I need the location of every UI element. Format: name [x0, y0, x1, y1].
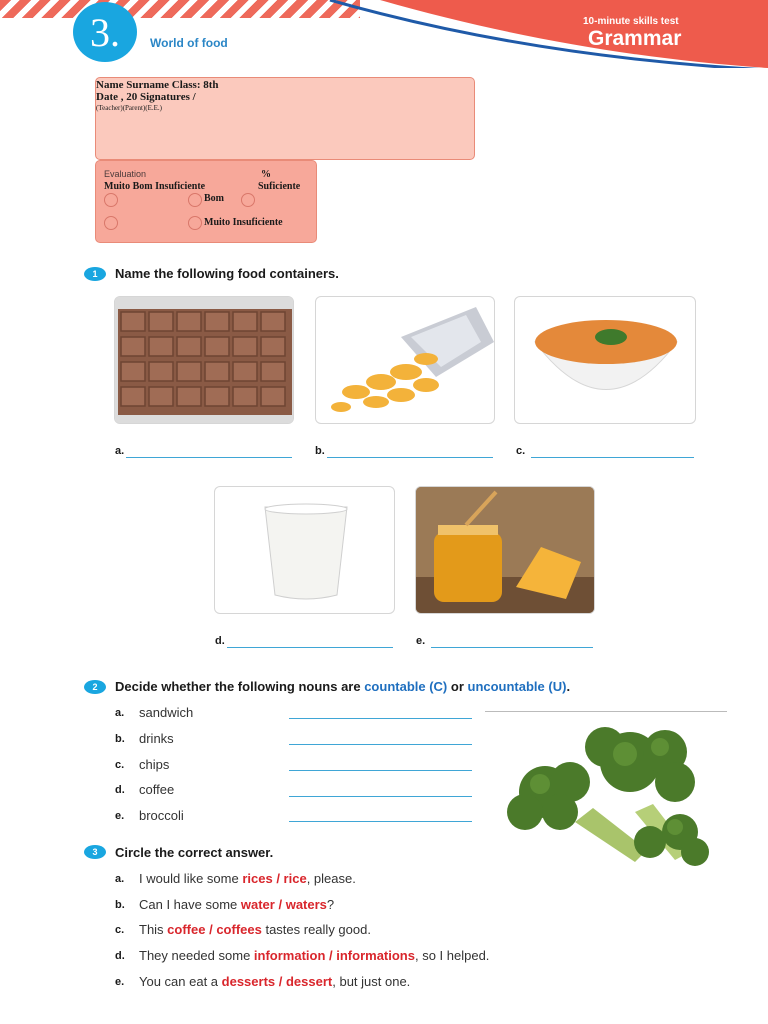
q1-answer-line-d[interactable]	[227, 647, 393, 648]
q3-item-c	[139, 922, 371, 937]
q2-item-letter-c: c.	[115, 759, 125, 771]
q1-label-d: d.	[215, 635, 225, 647]
unit-number-badge: 3.	[73, 2, 137, 62]
info-signature-roles: (Teacher)(Parent)(E.E.)	[96, 104, 162, 112]
q2-item-letter-d: d.	[115, 784, 125, 796]
radio-muito-bom[interactable]	[104, 193, 118, 207]
q3-item-letter-d: d.	[115, 950, 125, 962]
q3-c-pre: This	[139, 922, 168, 937]
q2-item-text-c: chips	[139, 757, 170, 772]
evaluation-muito-insuficiente: Muito Insuficiente	[204, 217, 283, 228]
honey-jar-image	[415, 486, 595, 614]
question-2-title	[115, 679, 570, 694]
q3-a-post: , please.	[306, 871, 356, 886]
q1-label-a: a.	[115, 445, 125, 457]
chocolate-bar-image	[114, 296, 294, 424]
q3-item-b	[139, 897, 334, 912]
q2-item-text-b: drinks	[139, 731, 174, 746]
q3-b-post: ?	[326, 897, 335, 912]
q2-item-letter-e: e.	[115, 810, 125, 822]
q3-item-letter-b: b.	[115, 899, 125, 911]
crisps-image	[315, 296, 495, 424]
q2-dot: .	[566, 679, 571, 694]
q3-e-separator: /	[275, 974, 286, 989]
q1-answer-line-c[interactable]	[531, 457, 694, 458]
q3-item-letter-a: a.	[115, 873, 125, 885]
q3-c-post: tastes really good.	[261, 922, 371, 937]
evaluation-label: Evaluation	[104, 169, 147, 179]
q3-item-e	[139, 974, 410, 989]
student-info-box	[95, 77, 475, 160]
q3-d-post: , so I helped.	[414, 948, 490, 963]
q3-item-a	[139, 871, 356, 886]
q2-answer-line-b[interactable]	[289, 744, 472, 745]
radio-suficiente[interactable]	[241, 193, 255, 207]
q3-b-option-1[interactable]: water	[240, 897, 275, 912]
q2-answer-line-e[interactable]	[289, 821, 472, 822]
subject-title: Grammar	[588, 27, 682, 50]
q1-answer-line-b[interactable]	[327, 457, 493, 458]
q2-item-text-d: coffee	[139, 782, 175, 797]
q2-countable: countable (C)	[364, 679, 448, 694]
evaluation-bom: Bom	[204, 193, 224, 204]
radio-muito-insuficiente[interactable]	[188, 216, 202, 230]
q3-d-pre: They needed some	[139, 948, 254, 963]
q2-item-letter-a: a.	[115, 707, 125, 719]
q3-c-option-1[interactable]: coffee	[167, 922, 206, 937]
q3-e-option-1[interactable]: desserts	[221, 974, 276, 989]
q2-answer-line-d[interactable]	[289, 796, 472, 797]
q3-d-option-1[interactable]: information	[253, 948, 326, 963]
q3-item-letter-e: e.	[115, 976, 125, 988]
q3-b-separator: /	[274, 897, 286, 912]
q1-label-c: c.	[516, 445, 526, 457]
evaluation-suficiente: Suficiente	[258, 181, 301, 192]
q2-or: or	[447, 679, 468, 694]
info-date-signatures: Date , 20 Signatures /	[96, 91, 196, 103]
broccoli-image	[485, 711, 727, 879]
test-label: 10-minute skills test	[583, 16, 679, 27]
q3-e-post: , but just one.	[332, 974, 411, 989]
q2-answer-line-a[interactable]	[289, 718, 472, 719]
q3-d-separator: /	[325, 948, 337, 963]
q3-a-pre: I would like some	[139, 871, 243, 886]
question-number-2: 2	[84, 680, 106, 694]
milk-glass-image	[214, 486, 395, 614]
header-band	[320, 0, 768, 68]
q3-b-pre: Can I have some	[139, 897, 241, 912]
soup-bowl-image	[514, 296, 696, 424]
q1-label-b: b.	[315, 445, 325, 457]
info-name-class: Name Surname Class: 8th	[96, 79, 219, 91]
q2-title-pre: Decide whether the following nouns are	[115, 679, 365, 694]
q3-a-option-2[interactable]: rice	[283, 871, 307, 886]
q1-answer-line-e[interactable]	[431, 647, 593, 648]
q3-e-pre: You can eat a	[139, 974, 222, 989]
q2-answer-line-c[interactable]	[289, 770, 472, 771]
q3-c-option-2[interactable]: coffees	[216, 922, 262, 937]
question-1-title: Name the following food containers.	[115, 266, 339, 281]
radio-insuficiente[interactable]	[104, 216, 118, 230]
q3-c-separator: /	[205, 922, 217, 937]
q2-uncountable: uncountable (U)	[467, 679, 567, 694]
unit-title: World of food	[150, 36, 228, 50]
q3-item-d	[139, 948, 489, 963]
q3-a-separator: /	[272, 871, 284, 886]
radio-bom[interactable]	[188, 193, 202, 207]
evaluation-box	[95, 160, 317, 243]
q3-a-option-1[interactable]: rices	[242, 871, 273, 886]
q3-item-letter-c: c.	[115, 924, 125, 936]
question-number-3: 3	[84, 845, 106, 859]
evaluation-row1: Muito Bom Insuficiente	[104, 181, 206, 192]
q2-item-letter-b: b.	[115, 733, 125, 745]
q1-answer-line-a[interactable]	[126, 457, 292, 458]
q2-item-text-e: broccoli	[139, 808, 184, 823]
question-3-title: Circle the correct answer.	[115, 845, 274, 860]
question-number-1: 1	[84, 267, 106, 281]
evaluation-percent: %	[261, 169, 271, 180]
q3-d-option-2[interactable]: informations	[336, 948, 415, 963]
q1-label-e: e.	[416, 635, 426, 647]
header-stripes	[0, 0, 360, 18]
q3-e-option-2[interactable]: dessert	[285, 974, 333, 989]
q3-b-option-2[interactable]: waters	[285, 897, 327, 912]
q2-item-text-a: sandwich	[139, 705, 194, 720]
